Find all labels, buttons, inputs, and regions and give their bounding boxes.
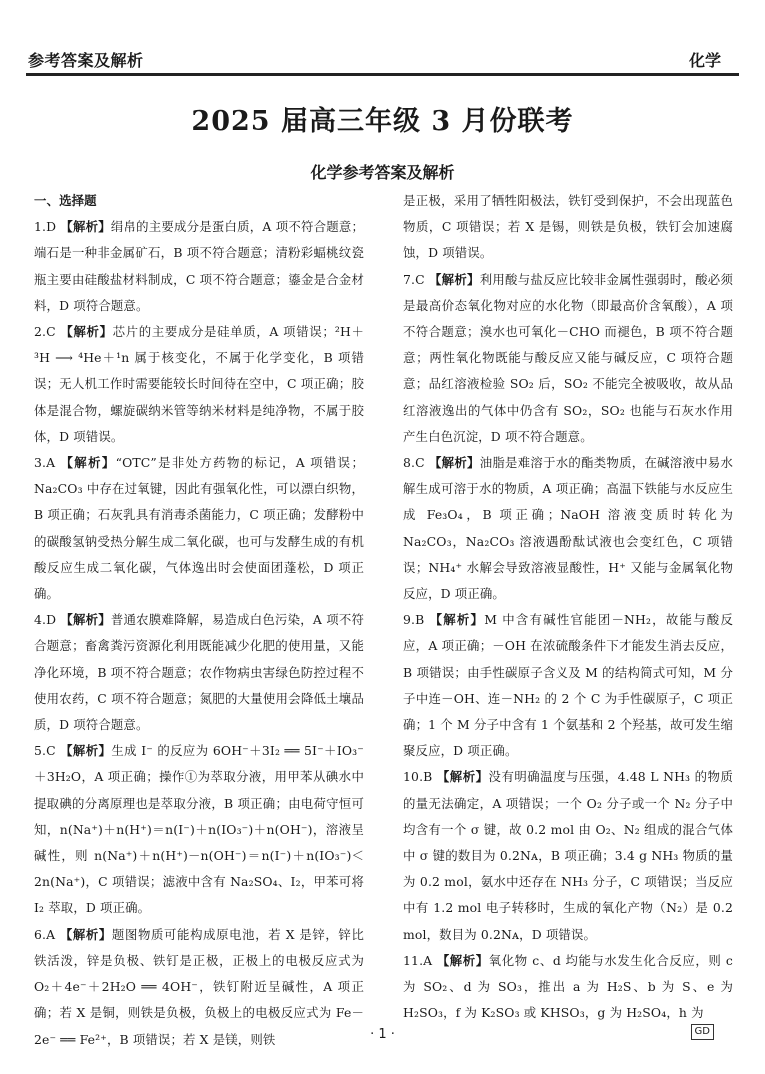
analysis-text: 生成 I⁻ 的反应为 6OH⁻＋3I₂ ══ 5I⁻＋IO₃⁻＋3H₂O，A 项正确；操作①为萃取分液，用甲苯从碘水中提取碘的分离原理也是萃取分液，B 项正确；由电荷守恒可知，n(Na⁺)＋n(H⁺)＝n(I⁻)＋n(IO₃⁻)＋n(OH⁻)，溶液呈碱性，则 n(Na⁺)＋n(H⁺)－n(OH⁻)＝n(I⁻)＋n(IO₃⁻)＜2n(Na⁺)，C 项错误；滤液中含有 Na₂SO₄、I₂，甲苯可将 I₂ 萃取，D 项正确。 <box>34 743 364 916</box>
header-title: 参考答案及解析 <box>28 51 144 70</box>
right-column <box>403 188 733 1027</box>
answer-item <box>34 607 364 738</box>
answer-item <box>34 319 364 450</box>
analysis-tag: 【解析】 <box>60 743 112 759</box>
analysis-tag: 【解析】 <box>436 769 489 785</box>
analysis-text: 油脂是难溶于水的酯类物质，在碱溶液中易水解生成可溶于水的物质，A 项正确；高温下铁能与水反应生成 Fe₃O₄，B 项正确；NaOH 溶液变质时转化为 Na₂CO₃，Na₂CO₃ 溶液遇酚酞试液也会变红色，C 项错误；NH₄⁺ 水解会导致溶液显酸性，H⁺ 又能与金属氧化物反应，D 项正确。 <box>403 455 734 602</box>
answer-item <box>403 764 733 947</box>
analysis-text: 没有明确温度与压强，4.48 L NH₃ 的物质的量无法确定，A 项错误；一个 O₂ 分子或一个 N₂ 分子中均含有一个 σ 键，故 0.2 mol 由 O₂、N₂ 组成的混合气体中 σ 键的数目为 0.2Nᴀ，B 项正确；3.4 g NH₃ 物质的量为 0.2 mol，氨水中还存在 NH₃ 分子，C 项错误；当反应中有 1.2 mol 电子转移时，生成的氧化产物（N₂）是 0.2 mol，数目为 0.2Nᴀ，D 项错误。 <box>403 769 733 942</box>
analysis-tag: 【解析】 <box>60 612 111 628</box>
answer-item <box>403 188 733 267</box>
answer-number: 3.A <box>34 455 56 471</box>
page-number: · 1 · <box>370 1027 395 1042</box>
analysis-text: 氧化物 c、d 均能与水发生化合反应，则 c 为 SO₂、d 为 SO₃，推出 a 为 H₂S、b 为 S、e 为 H₂SO₃，f 为 K₂SO₃ 或 KHSO₃，g 为 H₂SO₄，h 为 <box>403 952 733 1021</box>
answer-number: 1.D <box>34 219 57 235</box>
analysis-text: 绢帛的主要成分是蛋白质，A 项不符合题意；端石是一种非金属矿石，B 项不符合题意；清粉彩蝠桃纹瓷瓶主要由硅酸盐材料制成，C 项不符合题意；鎏金是合金材料，D 项符合题意。 <box>34 219 365 313</box>
left-column <box>34 188 364 1053</box>
analysis-tag: 【解析】 <box>436 952 489 968</box>
answer-item <box>403 948 733 1027</box>
answer-item <box>403 450 733 607</box>
answer-item <box>34 738 364 921</box>
answer-item <box>34 450 364 607</box>
page-subtitle: 化学参考答案及解析 <box>310 163 455 182</box>
analysis-tag: 【解析】 <box>429 271 480 287</box>
analysis-tag: 【解析】 <box>60 219 111 235</box>
answer-number: 9.B <box>403 612 425 628</box>
analysis-text: 普通农膜难降解，易造成白色污染，A 项不符合题意；畜禽粪污资源化利用既能减少化肥的使用量，又能净化环境，B 项不符合题意；农作物病虫害绿色防控过程不使用农药，C 项不符合题意；氮肥的大量使用会降低土壤品质，D 项符合题意。 <box>34 612 365 733</box>
answer-number: 4.D <box>34 612 57 628</box>
answer-number: 11.A <box>403 952 433 968</box>
answer-number: 7.C <box>403 271 425 287</box>
answer-number: 2.C <box>34 324 56 340</box>
analysis-text: “OTC”是非处方药物的标记，A 项错误；Na₂CO₃ 中存在过氧键，因此有强氧化性，可以漂白织物，B 项正确；石灰乳具有消毒杀菌能力，C 项正确；发酵粉中的碳酸氢钠受热分解生成二氧化碳，也可与发酵生成的有机酸反应生成二氧化碳，气体逸出时会使面团蓬松，D 项正确。 <box>34 455 364 602</box>
analysis-tag: 【解析】 <box>60 455 116 471</box>
header-divider <box>26 73 739 76</box>
analysis-tag: 【解析】 <box>60 324 113 340</box>
answer-number: 6.A <box>34 926 56 942</box>
answer-number: 10.B <box>403 769 433 785</box>
answer-number: 5.C <box>34 743 56 759</box>
analysis-text: M 中含有碱性官能团－NH₂，故能与酸反应，A 项正确；－OH 在浓硫酸条件下才能发生消去反应，B 项错误；由手性碳原子含义及 M 的结构简式可知，M 分子中连－OH、连－NH₂ 的 2 个 C 为手性碳原子，C 项正确；1 个 M 分子中含有 1 个氨基和 2 个羟基，故可发生缩聚反应，D 项正确。 <box>403 612 733 759</box>
answer-number: 8.C <box>403 455 425 471</box>
analysis-tag: 【解析】 <box>429 612 485 628</box>
page-title: 2025 届高三年级 3 月份联考 <box>191 106 574 137</box>
answer-item <box>34 214 364 319</box>
analysis-tag: 【解析】 <box>429 455 480 471</box>
region-badge: GD <box>691 1024 714 1040</box>
header-subject: 化学 <box>688 51 721 70</box>
analysis-text: 题图物质可能构成原电池，若 X 是锌，锌比铁活泼，锌是负极、铁钉是正极，正极上的电极反应式为 O₂＋4e⁻＋2H₂O ══ 4OH⁻，铁钉附近呈碱性，A 项正确；若 X 是铜，则铁是负极，负极上的电极反应式为 Fe－2e⁻ ══ Fe²⁺，B 项错误；若 X 是镁，则铁 <box>34 926 364 1047</box>
analysis-text: 芯片的主要成分是硅单质，A 项错误；²H＋³H ⟶ ⁴He＋¹n 属于核变化，不属于化学变化，B 项错误；无人机工作时需要能较长时间待在空中，C 项正确；胶体是混合物，螺旋碳纳米管等纳米材料是纯净物，不属于胶体，D 项错误。 <box>34 324 365 444</box>
section-heading: 一、选择题 <box>34 193 97 208</box>
analysis-tag: 【解析】 <box>59 926 112 942</box>
answer-item <box>403 607 733 764</box>
answer-item <box>403 267 733 450</box>
analysis-text: 利用酸与盐反应比较非金属性强弱时，酸必须是最高价态氧化物对应的水化物（即最高价含氧酸），A 项不符合题意；溴水也可氧化－CHO 而褪色，B 项不符合题意；两性氧化物既能与酸反应又能与碱反应，C 项符合题意；品红溶液检验 SO₂ 后，SO₂ 不能完全被吸收，故从品红溶液逸出的气体中仍含有 SO₂，SO₂ 也能与石灰水作用产生白色沉淀，D 项不符合题意。 <box>403 271 734 444</box>
analysis-text: 是正极，采用了牺牲阳极法，铁钉受到保护，不会出现蓝色物质，C 项错误；若 X 是锡，则铁是负极，铁钉会加速腐蚀，D 项错误。 <box>403 193 733 261</box>
